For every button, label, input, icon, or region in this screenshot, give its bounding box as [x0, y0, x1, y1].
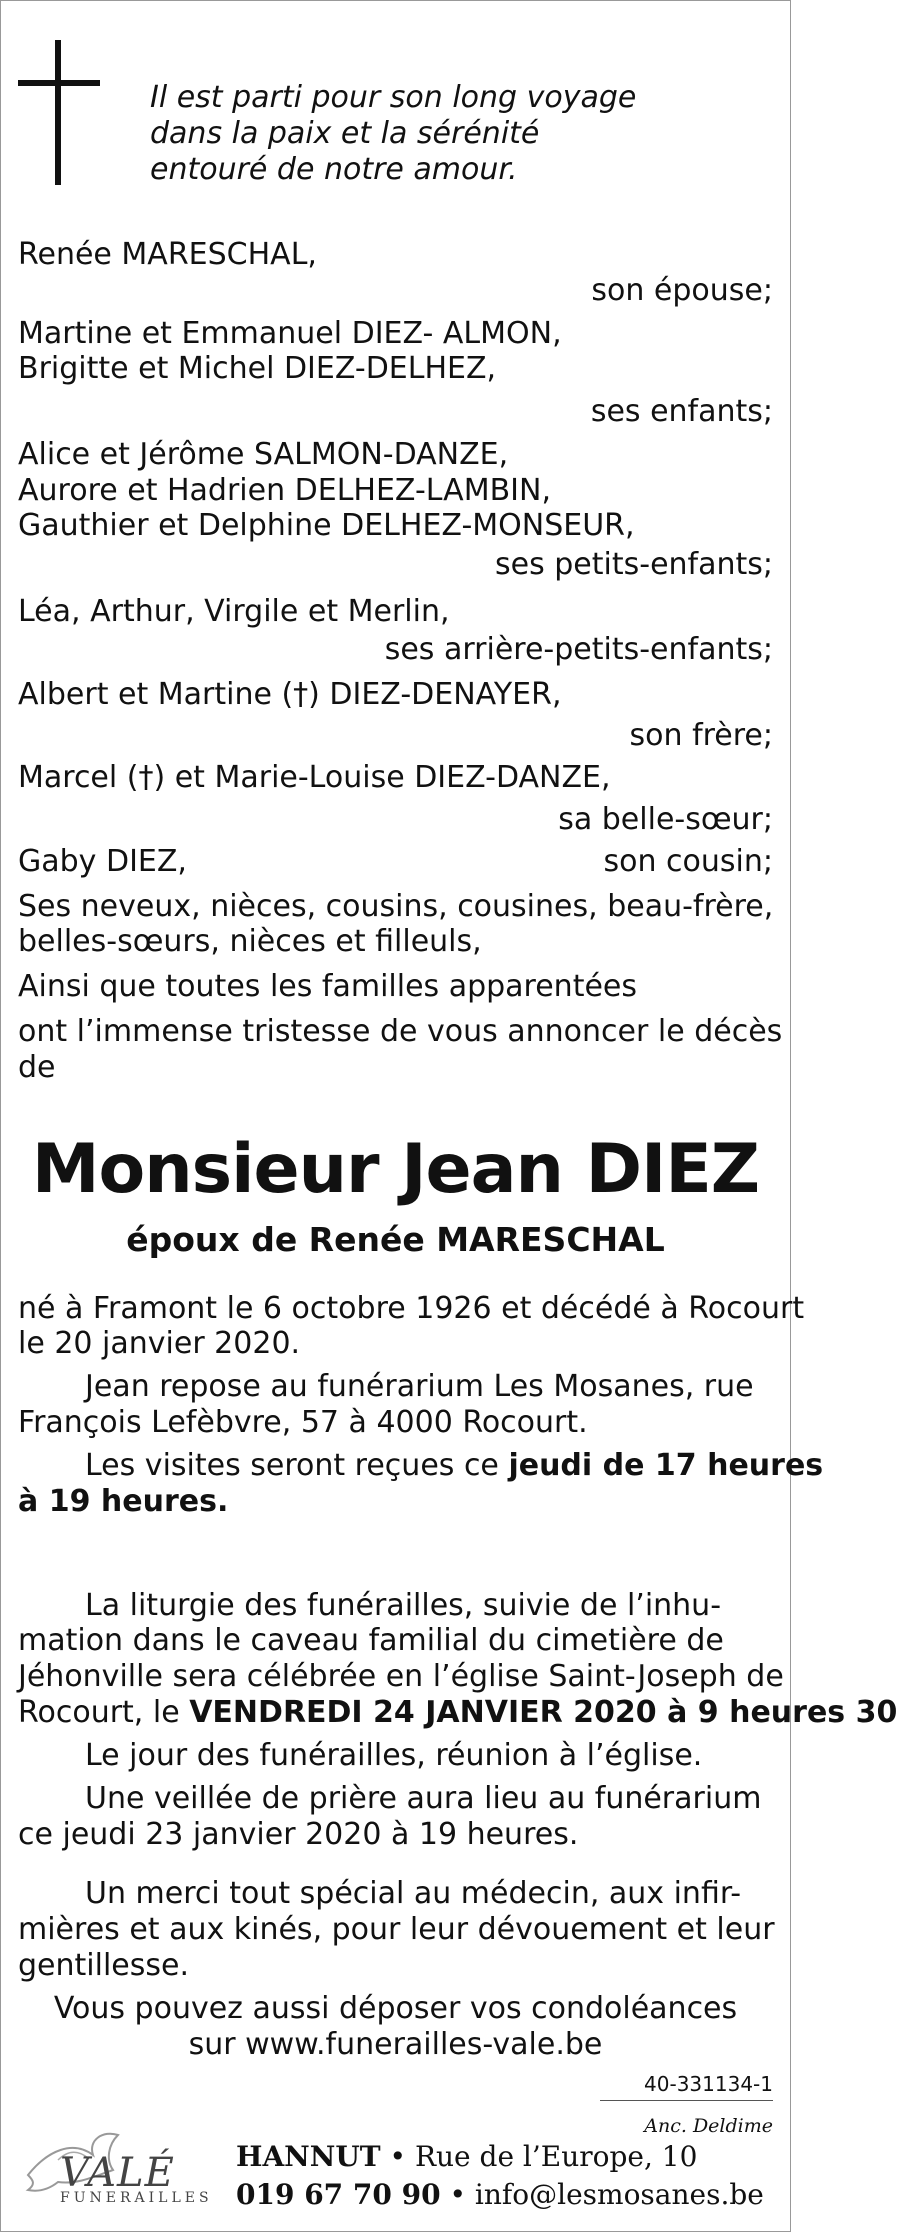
body-line: ce jeudi 23 janvier 2020 à 19 heures. — [18, 1817, 579, 1852]
quote-line: Il est parti pour son long voyage — [150, 80, 637, 115]
body-line — [18, 1694, 897, 1732]
quote-line: dans la paix et la sérénité — [150, 116, 540, 151]
deceased-spouse: époux de Renée MARESCHAL — [126, 1220, 665, 1259]
body-line: Une veillée de prière aura lieu au funérarium — [85, 1781, 762, 1816]
family-line: Gauthier et Delphine DELHEZ-MONSEUR, — [18, 508, 635, 543]
family-line: Marcel (†) et Marie-Louise DIEZ-DANZE, — [18, 760, 611, 795]
deceased-name: Monsieur Jean DIEZ — [31, 1130, 760, 1209]
cross-icon-bar — [18, 80, 100, 86]
opening-quote — [150, 80, 636, 188]
family-line: Albert et Martine (†) DIEZ-DENAYER, — [18, 677, 562, 712]
city: HANNUT — [236, 2140, 381, 2173]
family-relation: ses enfants; — [590, 394, 773, 429]
family-line: Martine et Emmanuel DIEZ- ALMON, — [18, 316, 562, 351]
phone: 019 67 70 90 — [236, 2178, 441, 2211]
body-line: La liturgie des funérailles, suivie de l’inhu- — [85, 1588, 722, 1623]
quote-line: entouré de notre amour. — [150, 152, 518, 187]
family-line: belles-sœurs, nièces et filleuls, — [18, 924, 482, 959]
body-line: Jean repose au funérarium Les Mosanes, rue — [85, 1369, 754, 1404]
family-line: de — [18, 1050, 56, 1085]
street: • Rue de l’Europe, 10 — [380, 2140, 698, 2173]
family-relation: ses petits-enfants; — [495, 547, 773, 582]
body-line — [85, 1447, 823, 1485]
former-name: Anc. Deldime — [644, 2115, 773, 2137]
body-line: Le jour des funérailles, réunion à l’église. — [85, 1738, 703, 1773]
body-line: Jéhonville sera célébrée en l’église Saint-Joseph de — [18, 1659, 784, 1694]
body-line: Vous pouvez aussi déposer vos condoléances — [53, 1991, 738, 2026]
body-text: Les visites seront reçues ce — [85, 1448, 509, 1483]
family-relation: son cousin; — [603, 844, 773, 879]
family-relation: son frère; — [629, 718, 773, 753]
logo-subtitle: FUNERAILLES — [60, 2190, 213, 2206]
body-text: Rocourt, le — [18, 1695, 190, 1730]
family-line: Alice et Jérôme SALMON-DANZE, — [18, 437, 509, 472]
body-line: le 20 janvier 2020. — [18, 1326, 301, 1361]
body-line — [18, 1483, 228, 1521]
family-relation: ses arrière-petits-enfants; — [384, 632, 773, 667]
logo-name: VALÉ — [60, 2150, 175, 2196]
body-line: mières et aux kinés, pour leur dévouement et leur — [18, 1912, 775, 1947]
body-bold: jeudi de 17 heures — [508, 1448, 824, 1483]
address-line — [236, 2140, 697, 2174]
reference-number: 40-331134-1 — [644, 2072, 773, 2096]
body-line: gentillesse. — [18, 1948, 189, 1983]
contact-line — [236, 2178, 764, 2212]
family-line: Ainsi que toutes les familles apparentées — [18, 969, 637, 1004]
body-line: mation dans le caveau familial du cimetière de — [18, 1623, 724, 1658]
body-bold: à 19 heures. — [18, 1484, 229, 1519]
body-line: né à Framont le 6 octobre 1926 et décédé à Rocourt — [18, 1291, 805, 1326]
body-bold: VENDREDI 24 JANVIER 2020 à 9 heures 30 — [189, 1695, 897, 1730]
divider — [600, 2100, 773, 2101]
family-line: Renée MARESCHAL, — [18, 237, 317, 272]
family-line: Léa, Arthur, Virgile et Merlin, — [18, 594, 450, 629]
cross-icon — [55, 40, 61, 185]
family-relation: son épouse; — [591, 273, 773, 308]
family-line: Gaby DIEZ, — [18, 844, 187, 879]
body-line: Un merci tout spécial au médecin, aux infir- — [85, 1876, 742, 1911]
family-line: Brigitte et Michel DIEZ-DELHEZ, — [18, 351, 497, 386]
family-line: ont l’immense tristesse de vous annoncer le décès — [18, 1014, 783, 1049]
body-line: François Lefèbvre, 57 à 4000 Rocourt. — [18, 1405, 588, 1440]
website-line: sur www.funerailles-vale.be — [188, 2027, 603, 2062]
family-line: Aurore et Hadrien DELHEZ-LAMBIN, — [18, 473, 551, 508]
email: • info@lesmosanes.be — [440, 2178, 764, 2211]
family-relation: sa belle-sœur; — [558, 802, 773, 837]
family-line: Ses neveux, nièces, cousins, cousines, beau-frère, — [18, 889, 774, 924]
